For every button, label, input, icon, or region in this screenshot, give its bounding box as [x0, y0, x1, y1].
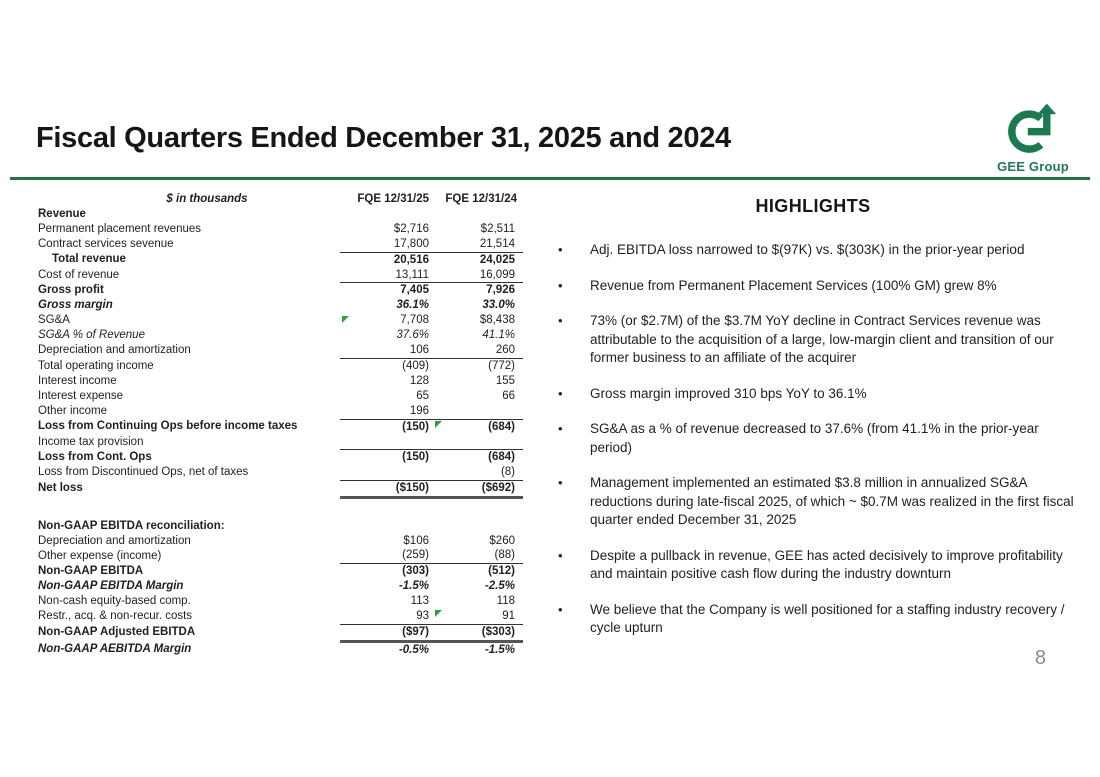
value-fq24: 24,025	[479, 253, 515, 266]
value-fq24: 91	[435, 609, 523, 624]
highlights-list	[548, 241, 1078, 638]
value-fq24: 21,514	[435, 237, 523, 252]
value-text: 7,708	[400, 314, 429, 327]
row-label: Total revenue	[52, 253, 126, 266]
table-header-row	[38, 192, 523, 207]
value-fq25	[340, 641, 435, 657]
table-row	[38, 222, 523, 237]
row-label: Other income	[38, 404, 108, 417]
row-label: Income tax provision	[38, 435, 144, 448]
value-text: (150)	[402, 450, 429, 463]
bullet-marker: •	[558, 601, 563, 617]
value-fq24: (88)	[435, 548, 523, 563]
table-row	[38, 579, 523, 594]
value-fq24: ($692)	[435, 480, 523, 497]
value-fq25	[340, 374, 435, 389]
table-row	[38, 465, 523, 480]
row-label: Restr., acq. & non-recur. costs	[38, 610, 193, 623]
value-text: -0.5%	[398, 643, 429, 656]
value-fq25	[340, 237, 435, 252]
row-label: Non-GAAP Adjusted EBITDA	[38, 626, 196, 639]
value-text: 36.1%	[396, 299, 429, 312]
value-fq25	[340, 579, 435, 594]
table-row	[38, 207, 523, 222]
bullet-item	[548, 385, 1078, 404]
value-fq25	[340, 313, 435, 328]
value-fq24: (512)	[488, 565, 515, 578]
bullet-text: Revenue from Permanent Placement Services (100% GM) grew 8%	[590, 277, 997, 293]
row-label: Revenue	[38, 207, 86, 220]
row-label: Other expense (income)	[38, 549, 162, 562]
bullet-text: Adj. EBITDA loss narrowed to $(97K) vs. $(303K) in the prior-year period	[590, 242, 1025, 257]
value-fq24: 260	[435, 343, 523, 358]
table-row	[38, 389, 523, 404]
value-fq24: 118	[496, 595, 515, 608]
value-fq25	[340, 609, 435, 624]
table-row	[38, 328, 523, 343]
value-fq25	[340, 564, 435, 579]
table-row	[38, 237, 523, 252]
bullet-text: 73% (or $2.7M) of the $3.7M YoY decline in Contract Services revenue was attributable to the acquisition of a large, low-margin client and transition of our former business to an affiliate of the acquirer	[590, 313, 1054, 365]
row-label: Depreciation and amortization	[38, 534, 191, 547]
row-label: Non-GAAP AEBITDA Margin	[38, 643, 192, 656]
value-fq25	[340, 298, 435, 313]
bullet-marker: •	[558, 421, 563, 436]
value-fq24: 66	[502, 389, 515, 402]
value-fq24: (684)	[488, 450, 515, 463]
value-fq25	[340, 252, 435, 267]
bullet-item	[548, 420, 1078, 457]
value-fq24: 33.0%	[482, 299, 515, 312]
row-label: Cost of revenue	[38, 268, 120, 281]
row-label: Interest income	[38, 374, 117, 387]
row-label: Interest expense	[38, 389, 124, 402]
row-label: Permanent placement revenues	[38, 222, 202, 235]
table-row	[38, 594, 523, 609]
row-label: Non-cash equity-based comp.	[38, 595, 191, 608]
value-fq24: 16,099	[435, 268, 523, 283]
bullet-marker: •	[558, 313, 563, 328]
table-row	[38, 343, 523, 358]
col-header-fq24: FQE 12/31/24	[445, 193, 517, 205]
row-label: Non-GAAP EBITDA Margin	[38, 580, 184, 593]
value-fq25	[340, 222, 435, 237]
row-label: Contract services sevenue	[38, 237, 174, 250]
value-fq25	[340, 534, 435, 549]
row-label: Loss from Discontinued Ops, net of taxes	[38, 466, 249, 479]
value-fq24: $2,511	[480, 222, 515, 235]
table-row	[38, 534, 523, 549]
bullet-item	[548, 601, 1078, 638]
value-fq24: (684)	[488, 420, 515, 433]
table-row	[38, 252, 523, 267]
value-text: 20,516	[393, 253, 429, 266]
value-fq25	[340, 465, 435, 480]
table-row	[38, 519, 523, 534]
value-text: $2,716	[393, 222, 429, 235]
table-row	[38, 298, 523, 313]
value-text: 13,111	[395, 268, 429, 281]
value-fq24: -2.5%	[484, 580, 515, 593]
value-fq24	[435, 207, 523, 222]
value-fq24: $8,438	[479, 314, 515, 327]
table-row	[38, 435, 523, 450]
value-text: (259)	[402, 549, 429, 562]
value-text: 17,800	[393, 237, 429, 250]
col-header-fq25: FQE 12/31/25	[357, 193, 429, 205]
gee-group-logo-icon	[990, 100, 1076, 158]
bullet-text: Gross margin improved 310 bps YoY to 36.1%	[590, 385, 867, 401]
value-fq25	[340, 358, 435, 373]
table-row	[38, 358, 523, 373]
value-text: 65	[416, 389, 429, 402]
table-row	[38, 609, 523, 624]
table-row	[38, 641, 523, 657]
row-label: Gross profit	[38, 284, 104, 297]
value-fq25	[340, 343, 435, 358]
row-label: Gross margin	[38, 299, 113, 312]
row-label: SG&A	[38, 314, 70, 327]
value-fq24: 7,926	[486, 284, 515, 297]
financial-table	[38, 192, 523, 658]
bullet-marker: •	[558, 385, 563, 401]
row-label: Depreciation and amortization	[38, 344, 191, 357]
value-text: 93	[416, 610, 429, 623]
table-row	[38, 564, 523, 579]
value-text: (150)	[402, 420, 429, 433]
value-fq25	[340, 624, 435, 641]
bullet-text: We believe that the Company is well positioned for a staffing industry recovery / cycle upturn	[590, 601, 1065, 635]
row-label: Total operating income	[38, 359, 154, 372]
value-text: (409)	[402, 359, 429, 372]
value-text: (303)	[402, 565, 429, 578]
bullet-item	[548, 277, 1078, 296]
row-label: Loss from Continuing Ops before income taxes	[38, 420, 298, 433]
row-label: SG&A % of Revenue	[38, 329, 145, 342]
bullet-item	[548, 547, 1078, 584]
value-fq25	[340, 519, 435, 534]
value-text: 7,405	[400, 284, 429, 297]
table-row	[38, 313, 523, 328]
table-row	[38, 374, 523, 389]
comment-flag-icon	[342, 316, 349, 323]
value-fq24: (8)	[435, 465, 523, 480]
table-row	[38, 480, 523, 497]
value-fq24	[435, 519, 523, 534]
table-row	[38, 404, 523, 419]
bullet-marker: •	[558, 242, 563, 257]
value-text: ($97)	[402, 625, 429, 638]
row-label: Net loss	[38, 482, 83, 495]
value-fq25	[340, 435, 435, 450]
value-fq24: 155	[495, 374, 515, 387]
row-label: Non-GAAP EBITDA	[38, 565, 144, 578]
value-fq25	[340, 419, 435, 434]
highlights-section	[548, 196, 1078, 655]
bullet-text: SG&A as a % of revenue decreased to 37.6% (from 41.1% in the prior-year period)	[590, 421, 1039, 455]
value-text: 106	[409, 344, 429, 357]
logo-text: GEE Group	[997, 159, 1069, 174]
table-row	[38, 624, 523, 641]
bullet-item	[548, 312, 1078, 368]
value-fq24	[435, 404, 523, 419]
value-fq24: (772)	[488, 359, 515, 372]
table-row	[38, 268, 523, 283]
company-logo	[990, 100, 1076, 174]
page-title: Fiscal Quarters Ended December 31, 2025 and 2024	[36, 122, 731, 154]
bullet-marker: •	[558, 475, 563, 490]
value-text: 128	[409, 374, 429, 387]
value-fq25	[340, 328, 435, 343]
row-label: Non-GAAP EBITDA reconciliation:	[38, 519, 225, 532]
value-fq24	[435, 435, 523, 450]
value-fq25	[340, 389, 435, 404]
highlights-title: HIGHLIGHTS	[755, 196, 871, 216]
bullet-text: Management implemented an estimated $3.8 million in annualized SG&A reductions during late-fiscal 2025, of which ~ $0.7M was realized in the first fiscal quarter ended December 31, 2025	[590, 475, 1074, 527]
row-label: Loss from Cont. Ops	[38, 450, 152, 463]
value-fq25	[340, 207, 435, 222]
bullet-text: Despite a pullback in revenue, GEE has acted decisively to improve profitability and maintain positive cash flow during the industry downturn	[590, 547, 1063, 581]
value-fq24: ($303)	[435, 624, 523, 641]
value-fq25	[340, 404, 435, 419]
table-row	[38, 548, 523, 563]
bullet-marker: •	[558, 277, 563, 293]
value-text: ($150)	[395, 481, 429, 494]
bullet-item	[548, 474, 1078, 530]
title-divider	[10, 177, 1090, 180]
value-fq25	[340, 283, 435, 298]
value-fq25	[340, 594, 435, 609]
value-text: 113	[410, 595, 429, 608]
value-fq25	[340, 548, 435, 563]
col-header-units: $ in thousands	[166, 193, 248, 205]
value-fq24: $260	[489, 534, 515, 547]
page-number: 8	[1034, 647, 1046, 669]
value-text: 196	[409, 404, 429, 417]
value-fq25	[340, 449, 435, 464]
bullet-item	[548, 241, 1078, 260]
table-row	[38, 449, 523, 464]
table-row	[38, 283, 523, 298]
value-fq25	[340, 480, 435, 497]
value-fq24: -1.5%	[484, 643, 515, 656]
value-text: -1.5%	[398, 580, 429, 593]
value-fq25	[340, 268, 435, 283]
value-text: $106	[403, 534, 429, 547]
value-fq24: 41.1%	[482, 329, 515, 342]
value-text: 37.6%	[396, 329, 429, 342]
table-spacer-row	[38, 497, 523, 519]
table-row	[38, 419, 523, 434]
bullet-marker: •	[558, 547, 563, 563]
